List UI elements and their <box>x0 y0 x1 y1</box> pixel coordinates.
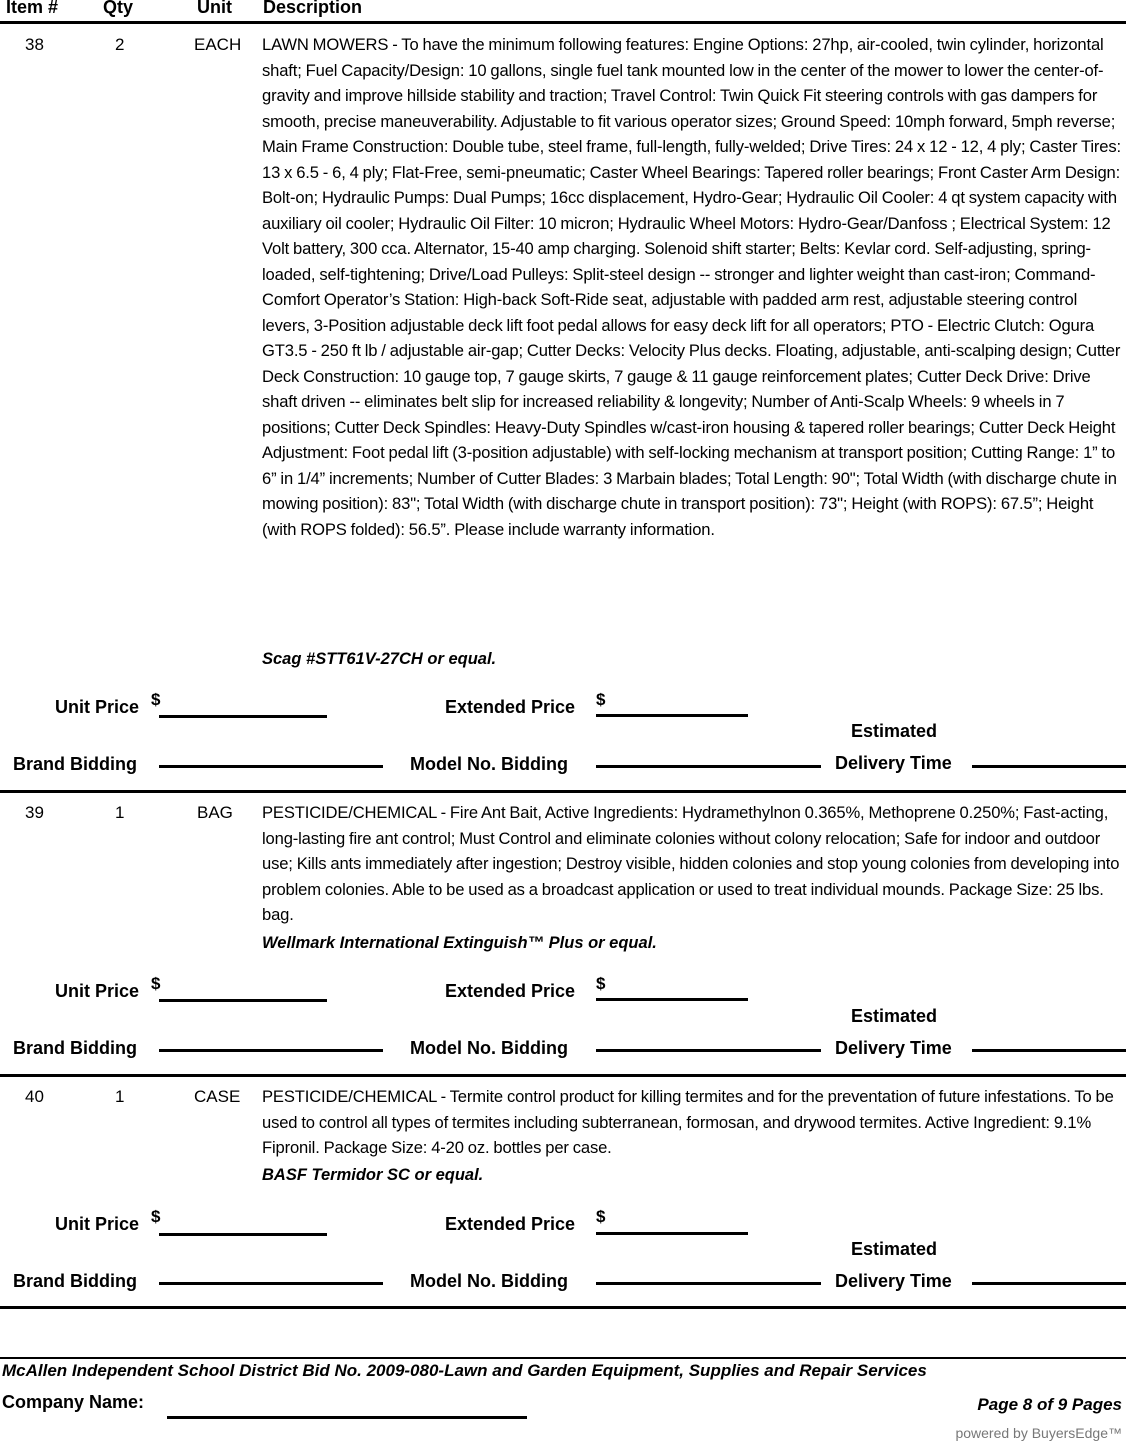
unit-price-label: Unit Price <box>55 697 140 717</box>
item-description: PESTICIDE/CHEMICAL - Fire Ant Bait, Active Ingredients: Hydramethylnon 0.365%, Methoprene 0.250%; Fast-acting, long-lasting fire ant control; Must Control and eliminate colonies without colony relocation; Safe for indoor and outdoor use; Kills ants immediately after ingestion; Destroy visible, hidden colonies and stop young colonies from developing into problem colonies. Able to be used as a broadcast application or used to treat individual mounds. Package Size: 25 lbs. bag. <box>262 803 1120 924</box>
item-number: 39 <box>25 803 44 822</box>
item-divider <box>0 1074 1126 1077</box>
estimated-label: Estimated <box>851 1239 938 1259</box>
estimated-label: Estimated <box>851 1006 938 1026</box>
powered-by: powered by BuyersEdge™ <box>955 1425 1122 1441</box>
unit-price-field[interactable] <box>159 999 327 1002</box>
unit-price-field[interactable] <box>159 715 327 718</box>
unit-price-label: Unit Price <box>55 1214 140 1234</box>
item-qty: 1 <box>115 803 125 822</box>
extended-price-currency: $ <box>596 1207 606 1226</box>
header-item-no: Item # <box>6 0 59 17</box>
item-qty: 2 <box>115 35 125 54</box>
item-description: LAWN MOWERS - To have the minimum following features: Engine Options: 27hp, air-cooled, twin cylinder, horizontal shaft; Fuel Capacity/Design: 10 gallons, single fuel tank mounted low in the center of the mower to lower the center-of-gravity and improve hillside stability and traction; Travel Control: Twin Quick Fit steering controls with gas dampers for smooth, precise maneuverability. Adjustable to fit various operator sizes; Ground Speed: 10mph forward, 5mph reverse; Main Frame Construction: Double tube, steel frame, full-length, fully-welded; Drive Tires: 24 x 12 - 12, 4 ply; Caster Tires: 13 x 6.5 - 6, 4 ply; Flat-Free, semi-pneumatic; Caster Wheel Bearings: Tapered roller bearings; Front Caster Arm Design: Bolt-on; Hydraulic Pumps: Dual Pumps; 16cc displacement, Hydro-Gear; Hydraulic Oil Cooler: 4 qt system capacity with auxiliary oil cooler; Hydraulic Oil Filter: 10 micron; Hydraulic Wheel Motors: Hydro-Gear/Danfoss ; Electrical System: 12 Volt battery, 300 cca. Alternator, 15-40 amp charging. Solenoid shift starter; Belts: Kevlar cord. Self-adjusting, spring-loaded, self-tightening; Drive/Load Pulleys: Split-steel design -- stronger and lighter weight than cast-iron; Command-Comfort Operator’s Station: High-back Soft-Ride seat, adjustable with padded arm rest, adjustable steering control levers, 3-Position adjustable deck lift foot pedal allows for easy deck lift for all operators; PTO - Electric Clutch: Ogura GT3.5 - 250 ft lb / adjustable air-gap; Cutter Decks: Velocity Plus decks. Floating, adjustable, anti-scalping design; Cutter Deck Construction: 10 gauge top, 7 gauge skirts, 7 gauge & 11 gauge reinforcement plates; Cutter Deck Drive: Drive shaft driven -- eliminates belt slip for increased reliability & longevity; Number of Anti-Scalp Wheels: 9 wheels in 7 positions; Cutter Deck Spindles: Heavy-Duty Spindles w/cast-iron housing & tapered roller bearings; Cutter Deck Height Adjustment: Foot pedal lift (3-position adjustable) with self-locking mechanism at transport position; Cutting Range: 1” to 6” in 1/4” increments; Number of Cutter Blades: 3 Marbain blades; Total Length: 90"; Total Width (with discharge chute in mowing position): 83"; Total Width (with discharge chute in transport position): 73"; Height (with ROPS): 67.5”; Height (with ROPS folded): 56.5”. Please include warranty information. <box>262 35 1121 539</box>
extended-price-field[interactable] <box>596 998 748 1001</box>
model-no-bidding-field[interactable] <box>596 1049 821 1052</box>
model-no-bidding-label: Model No. Bidding <box>410 1038 568 1058</box>
unit-price-label: Unit Price <box>55 981 140 1001</box>
delivery-time-field[interactable] <box>972 765 1126 768</box>
item-divider <box>0 1306 1126 1309</box>
item-unit: EACH <box>194 35 242 54</box>
footer-divider <box>0 1357 1126 1359</box>
item-number: 40 <box>25 1087 44 1106</box>
item-brand-note: Wellmark International Extinguish™ Plus or equal. <box>262 934 657 952</box>
extended-price-field[interactable] <box>596 1232 748 1235</box>
unit-price-currency: $ <box>151 974 161 993</box>
extended-price-currency: $ <box>596 974 606 993</box>
brand-bidding-field[interactable] <box>159 1282 383 1285</box>
brand-bidding-label: Brand Bidding <box>13 1038 137 1058</box>
delivery-time-field[interactable] <box>972 1282 1126 1285</box>
unit-price-currency: $ <box>151 690 161 709</box>
item-unit: CASE <box>194 1087 241 1106</box>
bid-title: McAllen Independent School District Bid No. 2009-080-Lawn and Garden Equipment, Supplies and Repair Services <box>2 1361 927 1380</box>
header-divider <box>0 21 1126 24</box>
company-name-label: Company Name: <box>2 1392 145 1412</box>
item-divider <box>0 790 1126 793</box>
extended-price-currency: $ <box>596 690 606 709</box>
item-brand-note: Scag #STT61V-27CH or equal. <box>262 650 497 668</box>
unit-price-currency: $ <box>151 1207 161 1226</box>
company-name-field[interactable] <box>167 1416 527 1419</box>
brand-bidding-label: Brand Bidding <box>13 1271 137 1291</box>
delivery-time-field[interactable] <box>972 1049 1126 1052</box>
brand-bidding-label: Brand Bidding <box>13 754 137 774</box>
model-no-bidding-label: Model No. Bidding <box>410 754 568 774</box>
model-no-bidding-field[interactable] <box>596 765 821 768</box>
unit-price-field[interactable] <box>159 1233 327 1236</box>
estimated-label: Estimated <box>851 721 938 741</box>
delivery-time-label: Delivery Time <box>835 1271 952 1291</box>
item-qty: 1 <box>115 1087 125 1106</box>
extended-price-label: Extended Price <box>445 697 576 717</box>
item-brand-note: BASF Termidor SC or equal. <box>262 1166 484 1184</box>
extended-price-field[interactable] <box>596 714 748 717</box>
header-qty: Qty <box>103 0 134 17</box>
model-no-bidding-field[interactable] <box>596 1282 821 1285</box>
delivery-time-label: Delivery Time <box>835 1038 952 1058</box>
delivery-time-label: Delivery Time <box>835 753 952 773</box>
header-description: Description <box>263 0 363 17</box>
header-unit: Unit <box>197 0 232 17</box>
table-header <box>0 0 1126 22</box>
model-no-bidding-label: Model No. Bidding <box>410 1271 568 1291</box>
page-number: Page 8 of 9 Pages <box>977 1395 1122 1414</box>
item-description: PESTICIDE/CHEMICAL - Termite control product for killing termites and for the preventation of future infestations. To be used to control all types of termites including subterranean, formosan, and drywood termites. Active Ingredient: 9.1% Fipronil. Package Size: 4-20 oz. bottles per case. <box>262 1087 1114 1157</box>
brand-bidding-field[interactable] <box>159 1049 383 1052</box>
item-unit: BAG <box>197 803 233 822</box>
extended-price-label: Extended Price <box>445 981 576 1001</box>
brand-bidding-field[interactable] <box>159 765 383 768</box>
item-number: 38 <box>25 35 44 54</box>
extended-price-label: Extended Price <box>445 1214 576 1234</box>
